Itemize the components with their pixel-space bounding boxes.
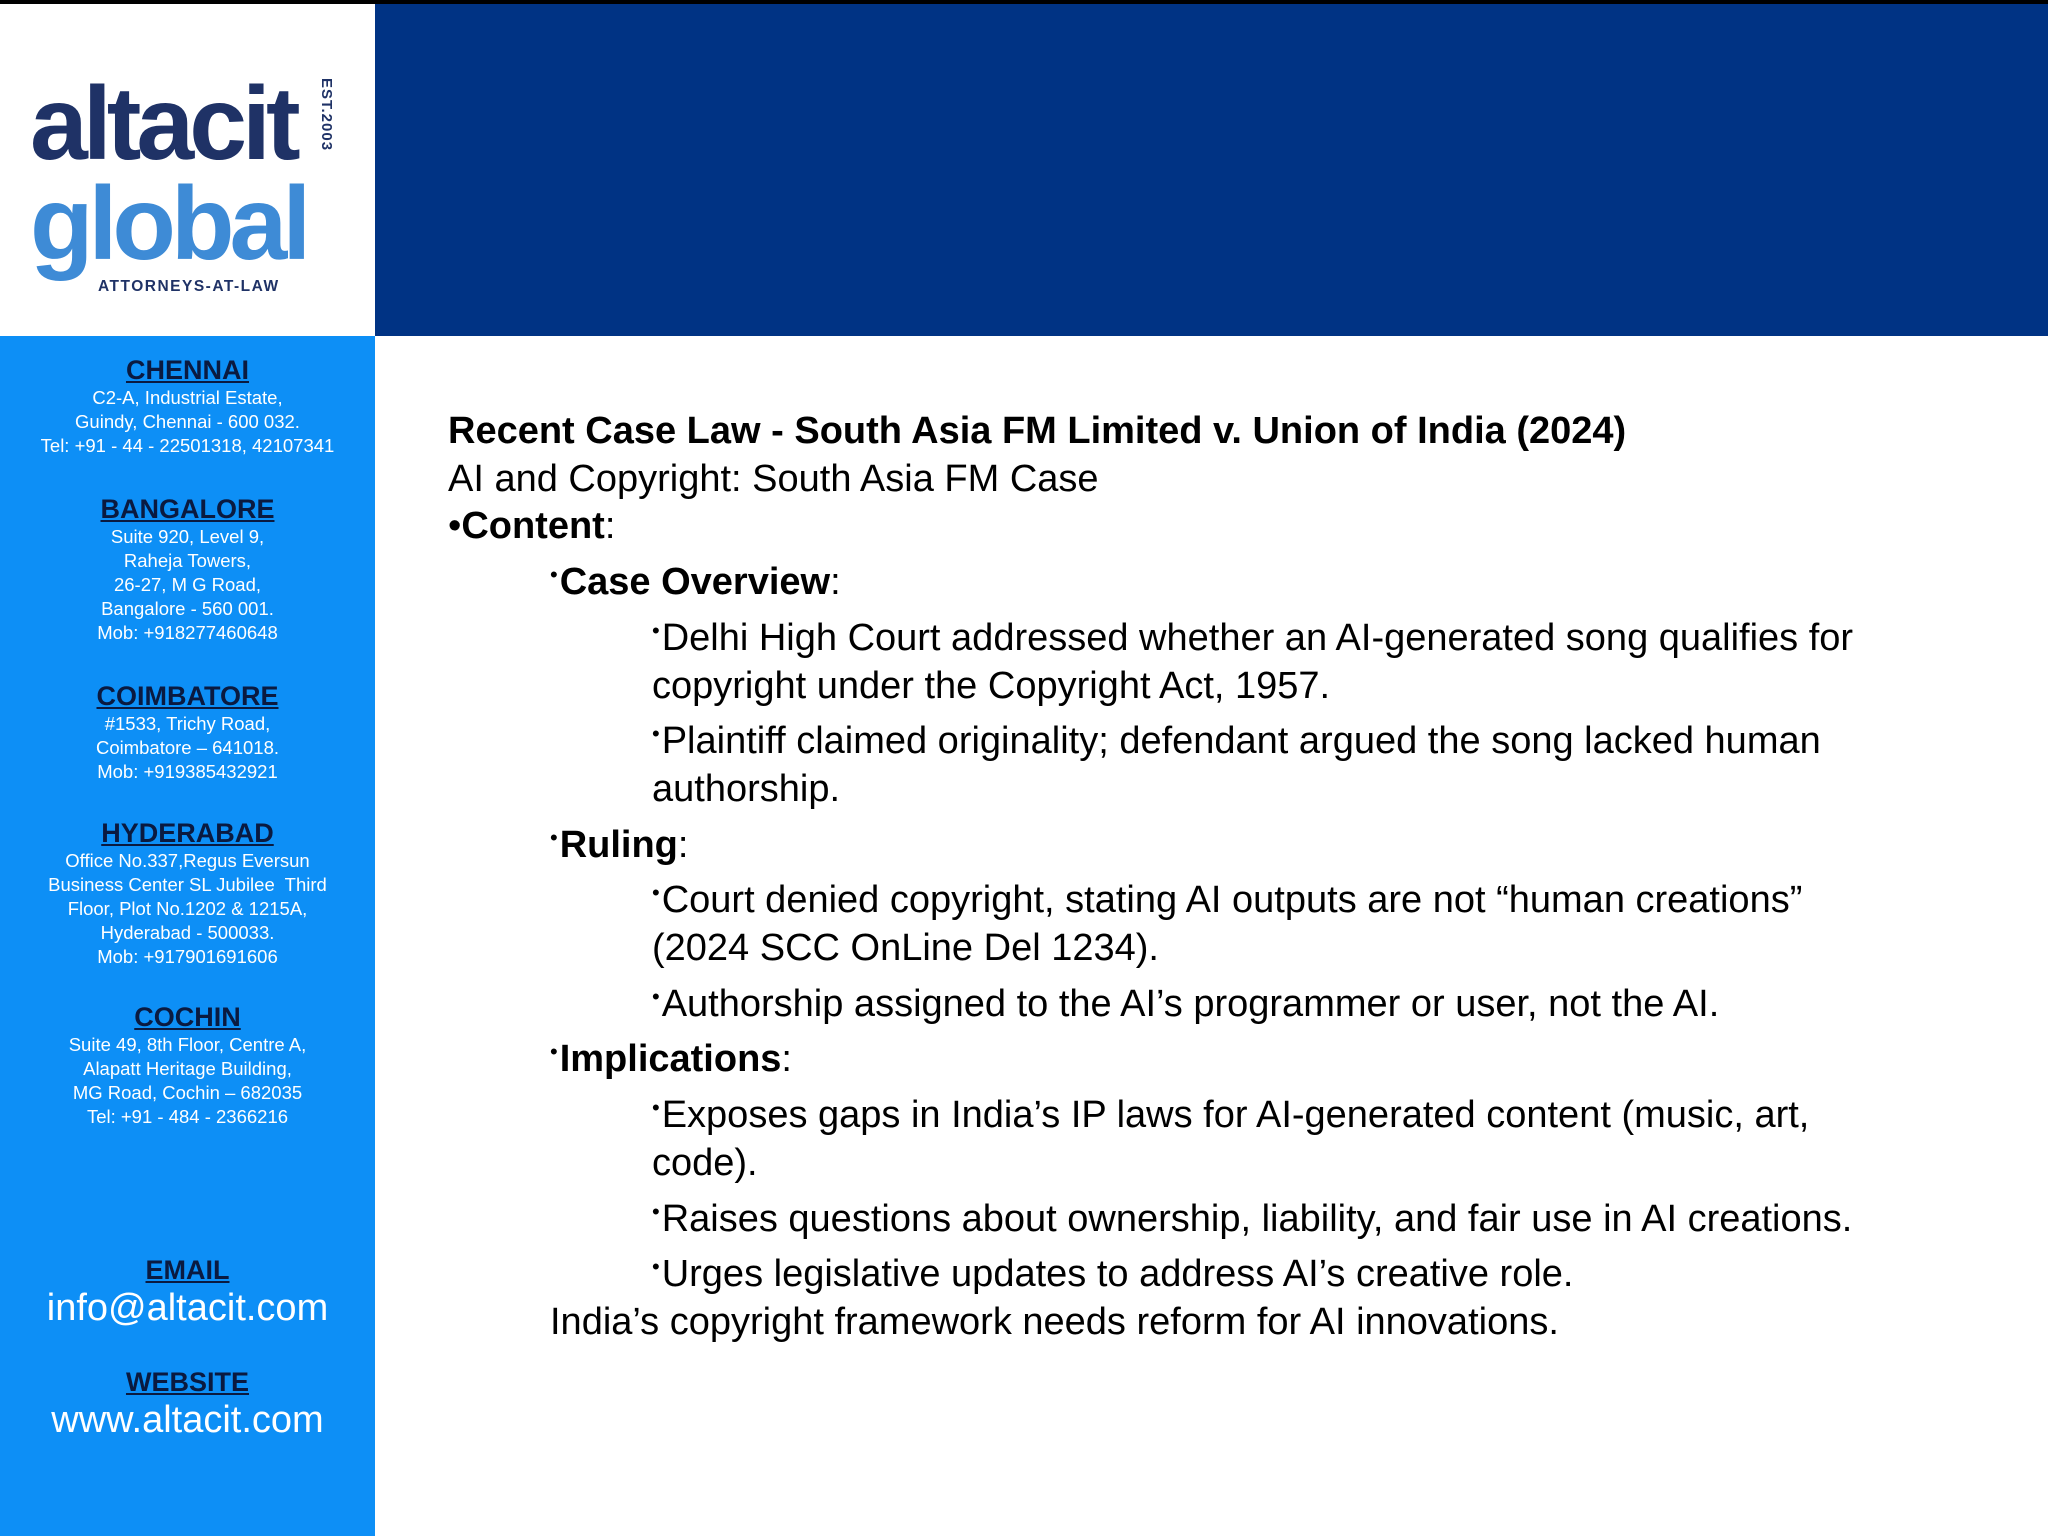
bullet: • xyxy=(550,824,558,850)
colon: : xyxy=(830,561,841,604)
office-bangalore xyxy=(0,493,375,645)
ruling-label: Ruling xyxy=(559,823,678,866)
email-link[interactable]: info@altacit.com xyxy=(46,1287,329,1329)
implications-point-3 xyxy=(448,1243,2008,1299)
office-address-line: Business Center SL Jubilee Third xyxy=(48,874,327,895)
ruling-point-2 xyxy=(448,973,2008,1029)
office-address-line: C2-A, Industrial Estate, xyxy=(92,387,283,408)
bullet: • xyxy=(448,505,462,548)
implications-label: Implications xyxy=(559,1038,782,1081)
logo-text-global: global xyxy=(30,166,307,282)
bullet: • xyxy=(652,1254,660,1280)
colon: : xyxy=(781,1038,792,1081)
office-address-line: Suite 49, 8th Floor, Centre A, xyxy=(68,1034,307,1055)
colon: : xyxy=(677,823,689,866)
website-label: WEBSITE xyxy=(125,1367,249,1397)
ruling-point-1-cont: (2024 SCC OnLine Del 1234). xyxy=(652,927,1159,970)
ruling-heading xyxy=(448,814,2008,870)
point-text: Exposes gaps in India’s IP laws for AI-generated content (music, art, xyxy=(661,1094,1810,1137)
colon: : xyxy=(604,505,616,548)
bullet: • xyxy=(652,880,660,906)
contact-email xyxy=(0,1254,375,1330)
office-phone: Tel: +91 - 44 - 22501318, 42107341 xyxy=(40,435,335,456)
office-cochin xyxy=(0,1001,375,1129)
sidebar-offices xyxy=(0,336,375,1536)
office-address-line: MG Road, Cochin – 682035 xyxy=(72,1082,303,1103)
content-heading xyxy=(448,503,2008,551)
office-phone: Tel: +91 - 484 - 2366216 xyxy=(86,1106,289,1127)
point-text: Court denied copyright, stating AI outputs are not “human creations” xyxy=(661,879,1803,922)
slide-title: Recent Case Law - South Asia FM Limited v. Union of India (2024) xyxy=(448,410,1627,452)
office-name: HYDERABAD xyxy=(101,818,274,848)
office-address-line: 26-27, M G Road, xyxy=(113,574,262,595)
logo-text-altacit: altacit xyxy=(30,66,296,182)
office-hyderabad xyxy=(0,817,375,969)
point-text: Plaintiff claimed originality; defendant argued the song lacked human xyxy=(661,720,1821,763)
office-name: COIMBATORE xyxy=(96,681,279,711)
point-text: Delhi High Court addressed whether an AI-generated song qualifies for xyxy=(661,616,1854,659)
logo-tagline: ATTORNEYS-AT-LAW xyxy=(98,278,280,295)
office-coimbatore xyxy=(0,680,375,784)
office-phone: Mob: +917901691606 xyxy=(97,946,278,967)
email-label: EMAIL xyxy=(145,1255,230,1285)
website-link[interactable]: www.altacit.com xyxy=(51,1399,324,1441)
bullet: • xyxy=(652,1198,660,1224)
office-chennai xyxy=(0,354,375,458)
overview-point-1-cont: copyright under the Copyright Act, 1957. xyxy=(652,664,1331,707)
office-name: BANGALORE xyxy=(100,494,275,524)
bullet: • xyxy=(652,721,660,747)
logo-area xyxy=(0,4,375,336)
bullet: • xyxy=(550,1039,558,1065)
office-address-line: Office No.337,Regus Eversun xyxy=(65,850,310,871)
contact-website xyxy=(0,1366,375,1442)
overview-point-2-cont: authorship. xyxy=(652,767,841,810)
point-text: Raises questions about ownership, liability, and fair use in AI creations. xyxy=(661,1197,1853,1240)
office-address-line: Coimbatore – 641018. xyxy=(95,737,280,758)
content-label: Content xyxy=(461,505,605,548)
altacit-global-logo xyxy=(30,66,350,312)
office-address-line: Suite 920, Level 9, xyxy=(110,526,265,547)
overview-point-2 xyxy=(448,710,2008,766)
office-name: COCHIN xyxy=(134,1002,241,1032)
office-phone: Mob: +918277460648 xyxy=(97,622,278,643)
point-text: Authorship assigned to the AI’s programmer or user, not the AI. xyxy=(661,982,1720,1025)
office-address-line: Floor, Plot No.1202 & 1215A, xyxy=(67,898,308,919)
slide-subtitle: AI and Copyright: South Asia FM Case xyxy=(448,457,1099,500)
office-phone: Mob: +919385432921 xyxy=(97,761,278,782)
office-address-line: Raheja Towers, xyxy=(123,550,252,571)
slide-content xyxy=(448,408,2008,1347)
overview-point-1 xyxy=(448,607,2008,663)
conclusion: India’s copyright framework needs reform for AI innovations. xyxy=(550,1300,1559,1343)
office-address-line: Alapatt Heritage Building, xyxy=(83,1058,292,1079)
header-banner xyxy=(375,4,2048,336)
office-name: CHENNAI xyxy=(125,355,249,385)
point-text: Urges legislative updates to address AI’s creative role. xyxy=(661,1253,1574,1296)
overview-heading xyxy=(448,551,2008,607)
office-address-line: Bangalore - 560 001. xyxy=(101,598,274,619)
office-address-line: Hyderabad - 500033. xyxy=(100,922,275,943)
bullet: • xyxy=(652,1095,660,1121)
overview-label: Case Overview xyxy=(559,561,831,604)
office-address-line: Guindy, Chennai - 600 032. xyxy=(75,411,300,432)
office-address-line: #1533, Trichy Road, xyxy=(104,713,271,734)
implications-point-1 xyxy=(448,1084,2008,1140)
implications-heading xyxy=(448,1028,2008,1084)
bullet: • xyxy=(652,617,660,643)
implications-point-2 xyxy=(448,1188,2008,1244)
bullet: • xyxy=(550,562,558,588)
bullet: • xyxy=(652,983,660,1009)
ruling-point-1 xyxy=(448,869,2008,925)
implications-point-1-cont: code). xyxy=(652,1141,758,1184)
logo-est-year: EST.2003 xyxy=(318,78,335,152)
